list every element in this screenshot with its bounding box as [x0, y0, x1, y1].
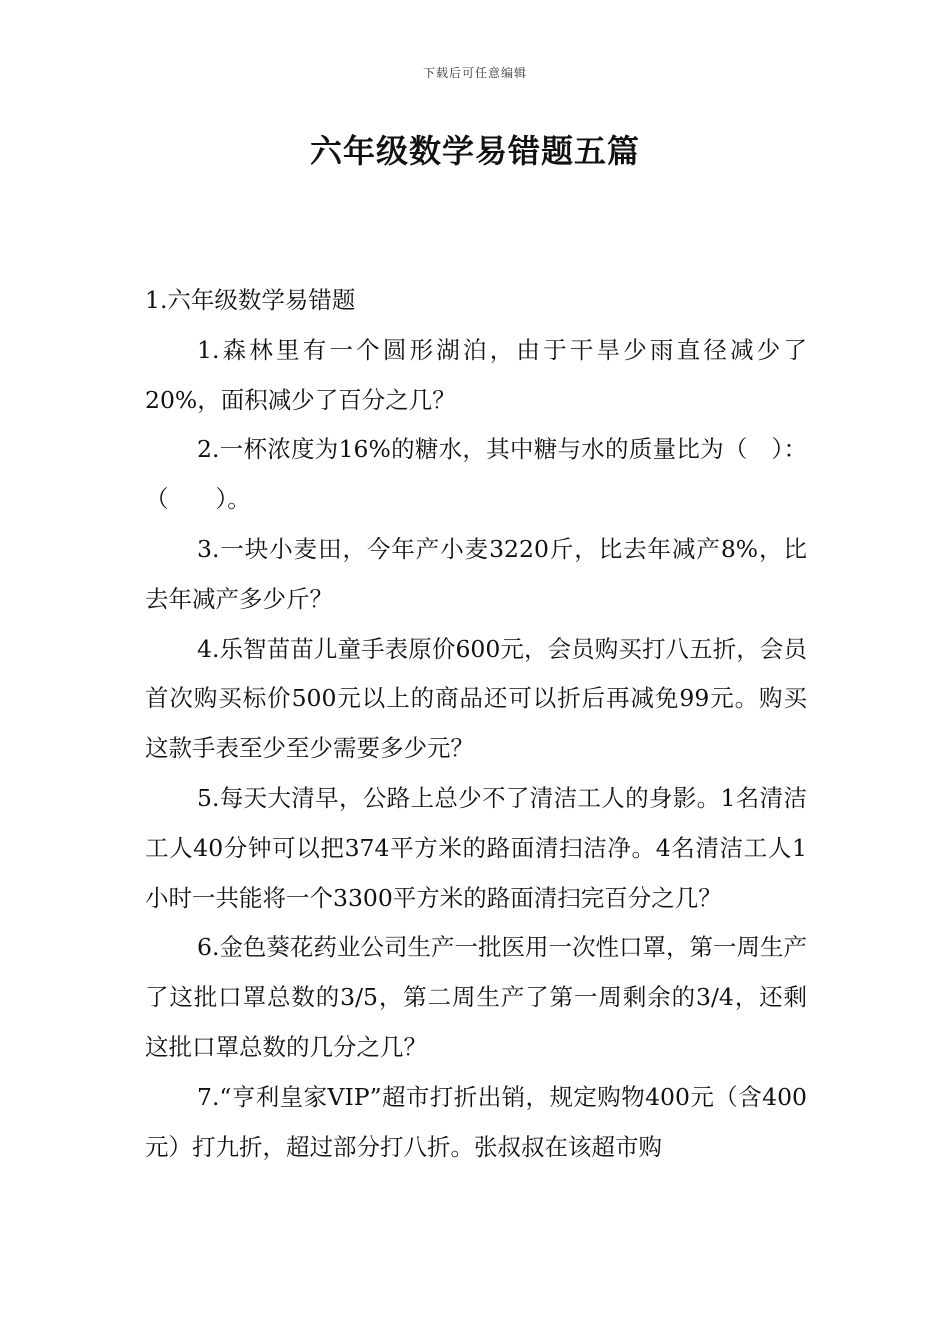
- question-1: 1.森林里有一个圆形湖泊，由于干旱少雨直径减少了20%，面积减少了百分之几？: [145, 335, 807, 414]
- document-title: 六年级数学易错题五篇: [309, 132, 640, 170]
- header-note: 下载后可任意编辑: [422, 66, 527, 80]
- question-6: 6.金色葵花药业公司生产一批医用一次性口罩，第一周生产了这批口罩总数的3/5，第二周生产了第一周剩余的3/4，还剩这批口罩总数的几分之几？: [145, 933, 807, 1061]
- document-body: [145, 276, 807, 1172]
- question-7: 7.“亨利皇家VIP”超市打折出销，规定购物400元（含400元）打九折，超过部分打八折。张叔叔在该超市购: [145, 1082, 807, 1161]
- question-2: 2.一杯浓度为16%的糖水，其中糖与水的质量比为（ ）：（ ）。: [145, 435, 807, 514]
- question-3: 3.一块小麦田，今年产小麦3220斤，比去年减产8%，比去年减产多少斤？: [145, 534, 807, 613]
- question-5: 5.每天大清早，公路上总少不了清洁工人的身影。1名清洁工人40分钟可以把374平方米的路面清扫洁净。4名清洁工人1小时一共能将一个3300平方米的路面清扫完百分之几？: [145, 783, 807, 912]
- section-heading: 1.六年级数学易错题: [145, 286, 356, 314]
- question-4: 4.乐智苗苗儿童手表原价600元，会员购买打八五折，会员首次购买标价500元以上的商品还可以折后再减免99元。购买这款手表至少至少需要多少元？: [145, 634, 807, 763]
